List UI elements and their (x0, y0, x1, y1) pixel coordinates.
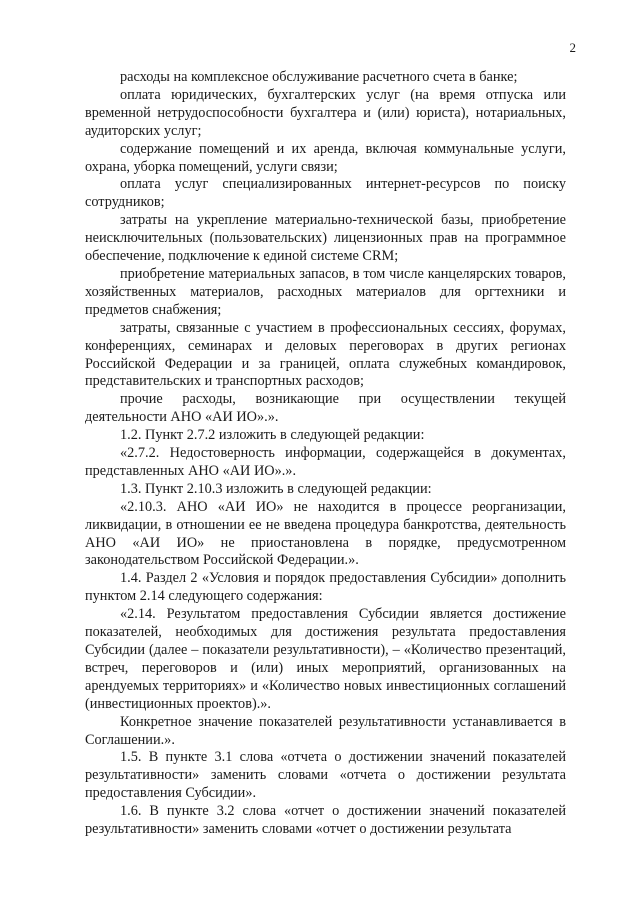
paragraph: 1.4. Раздел 2 «Условия и порядок предоставления Субсидии» дополнить пунктом 2.14 следующего содержания: (85, 570, 566, 605)
document-body (85, 69, 566, 839)
paragraph: приобретение материальных запасов, в том числе канцелярских товаров, хозяйственных материалов, расходных материалов для оргтехники и предметов снабжения; (85, 265, 566, 318)
paragraph: «2.14. Результатом предоставления Субсидии является достижение показателей, необходимых для достижения результата предоставления Субсидии (далее – показатели результативности), – «Количество презентаций, встреч, переговоров и (или) иных мероприятий, организованных на арендуемых территориях» и «Количество новых инвестиционных соглашений (инвестиционных проектов).». (85, 606, 566, 712)
paragraph: «2.7.2. Недостоверность информации, содержащейся в документах, представленных АНО «АИ ИО».». (85, 445, 566, 479)
paragraph: Конкретное значение показателей результативности устанавливается в Соглашении.». (85, 713, 566, 748)
paragraph: затраты на укрепление материально-технической базы, приобретение неисключительных (пользовательских) лицензионных прав на программное обеспечение, подключение к единой системе CRM; (85, 212, 566, 265)
page-number: 2 (569, 40, 576, 55)
paragraph: «2.10.3. АНО «АИ ИО» не находится в процессе реорганизации, ликвидации, в отношении ее не введена процедура банкротства, деятельность АНО «АИ ИО» не приостановлена в порядке, предусмотренном законодательством Российской Федерации.». (85, 498, 566, 569)
paragraph: прочие расходы, возникающие при осуществлении текущей деятельности АНО «АИ ИО».». (85, 391, 566, 426)
paragraph: оплата юридических, бухгалтерских услуг (на время отпуска или временной нетрудоспособности бухгалтера и (или) юриста), нотариальных, аудиторских услуг; (85, 86, 566, 139)
paragraph: 1.3. Пункт 2.10.3 изложить в следующей редакции: (120, 480, 432, 497)
paragraph: оплата услуг специализированных интернет-ресурсов по поиску сотрудников; (85, 176, 566, 211)
paragraph: расходы на комплексное обслуживание расчетного счета в банке; (120, 69, 518, 85)
paragraph: 1.2. Пункт 2.7.2 изложить в следующей редакции: (120, 427, 425, 444)
paragraph: затраты, связанные с участием в профессиональных сессиях, форумах, конференциях, семинарах и деловых переговорах в других регионах Российской Федерации и за границей, оплата служебных командировок, представительских и транспортных расходов; (85, 319, 566, 390)
paragraph: содержание помещений и их аренда, включая коммунальные услуги, охрана, уборка помещений, услуги связи; (85, 140, 566, 175)
paragraph: 1.6. В пункте 3.2 слова «отчет о достижении значений показателей результативности» заменить словами «отчет о достижении результата (85, 803, 566, 838)
paragraph: 1.5. В пункте 3.1 слова «отчета о достижении значений показателей результативности» заменить словами «отчета о достижении результата предоставления Субсидии». (85, 749, 566, 802)
